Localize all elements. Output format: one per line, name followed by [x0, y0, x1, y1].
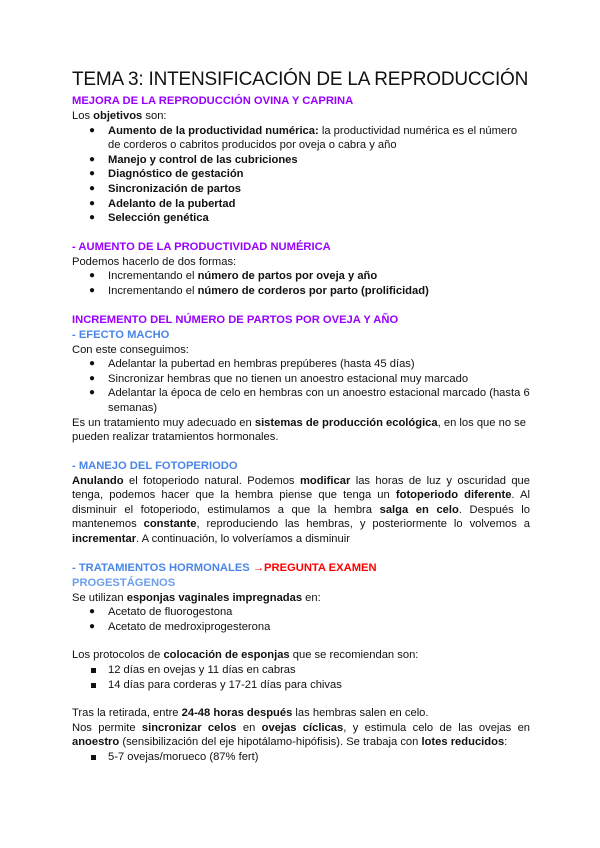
forms-list: [72, 269, 530, 298]
list-item: 14 días para corderas y 17-21 días para chivas: [72, 678, 530, 693]
bullet-dot-icon: ●: [89, 168, 96, 180]
bullet-dot-icon: ●: [89, 153, 96, 165]
acetato-list: [72, 605, 530, 634]
list-item: ● Selección genética: [89, 212, 209, 225]
subheading-fotoperiodo: - MANEJO DEL FOTOPERIODO: [72, 459, 238, 472]
subheading-efecto-macho: - EFECTO MACHO: [72, 328, 170, 341]
lotes-list: [72, 750, 530, 765]
list-item: ● Adelantar la pubertad en hembras prepúberes (hasta 45 días): [89, 358, 415, 371]
bullet-dot-icon: ●: [89, 358, 96, 370]
bullet-dot-icon: ●: [89, 606, 96, 618]
forms-intro: Podemos hacerlo de dos formas:: [72, 255, 237, 268]
list-item: ● Sincronizar hembras que no tienen un anoestro estacional muy marcado: [89, 372, 469, 385]
sincronizar-paragraph: Nos permite sincronizar celos en ovejas cíclicas, y estimula celo de las ovejas en anoestro (sensibilización del eje hipotálamo-hipófisis). Se trabaja con lotes reducidos:: [72, 721, 531, 749]
section-heading-productividad: - AUMENTO DE LA PRODUCTIVIDAD NUMÉRICA: [72, 240, 331, 253]
esponjas-intro: Se utilizan esponjas vaginales impregnadas en:: [72, 591, 321, 604]
list-item: ● Manejo y control de las cubriciones: [89, 153, 298, 166]
section-heading-incremento: INCREMENTO DEL NÚMERO DE PARTOS POR OVEJA Y AÑO: [72, 313, 399, 326]
list-item: ● Adelantar la época de celo en hembras con un anoestro estacional marcado (hasta 6 semanas): [89, 387, 530, 414]
list-item: 5-7 ovejas/morueco (87% fert): [72, 750, 530, 765]
list-item: ● Acetato de medroxiprogesterona: [89, 620, 271, 633]
list-item: ● Incrementando el número de corderos por parto (prolificidad): [89, 284, 429, 297]
bullet-dot-icon: ●: [89, 284, 96, 296]
bullet-square-icon: [91, 668, 96, 673]
list-item: ● Acetato de fluorogestona: [89, 606, 233, 619]
objectives-list: [72, 124, 530, 226]
exam-tag: PREGUNTA EXAMEN: [264, 561, 377, 574]
protocolos-list: [72, 663, 530, 692]
list-item: ● Diagnóstico de gestación: [89, 168, 244, 181]
bullet-dot-icon: ●: [89, 270, 96, 282]
page-title: TEMA 3: INTENSIFICACIÓN DE LA REPRODUCCIÓN: [72, 69, 529, 90]
efecto-list: [72, 357, 530, 415]
efecto-paragraph: Es un tratamiento muy adecuado en sistemas de producción ecológica, en los que no se pueden realizar tratamientos hormonales.: [72, 416, 526, 444]
subheading-tratamientos: - TRATAMIENTOS HORMONALES →PREGUNTA EXAMEN: [72, 561, 377, 574]
document-page: [72, 68, 530, 765]
bullet-dot-icon: ●: [89, 197, 96, 209]
objectives-intro: Los objetivos son:: [72, 110, 167, 122]
arrow-right-icon: →: [252, 561, 265, 574]
bullet-square-icon: [91, 755, 96, 760]
list-item: 12 días en ovejas y 11 días en cabras: [72, 663, 530, 678]
bullet-dot-icon: ●: [89, 387, 96, 399]
protocolos-intro: Los protocolos de colocación de esponjas que se recomiendan son:: [72, 649, 419, 662]
list-item: ● Incrementando el número de partos por oveja y año: [89, 270, 378, 283]
bullet-dot-icon: ●: [89, 372, 96, 384]
subheading-progestagenos: PROGESTÁGENOS: [72, 576, 176, 589]
list-item: ● Sincronización de partos: [89, 182, 242, 195]
bullet-dot-icon: ●: [89, 182, 96, 194]
bullet-dot-icon: ●: [89, 212, 96, 224]
bullet-square-icon: [91, 683, 96, 688]
bullet-dot-icon: ●: [89, 620, 96, 632]
fotoperiodo-paragraph: Anulando el fotoperiodo natural. Podemos modificar las horas de luz y oscuridad que tenga, podemos hacer que la hembra piense que tenga un fotoperiodo diferente. Al disminuir el fotoperiodo, estimulamos a que la hembra salga en celo. Después lo mantenemos constante, reproduciendo las hembras, y posteriormente lo volvemos a incrementar. A continuación, lo volveríamos a disminuir: [72, 474, 530, 546]
retirada-paragraph: Tras la retirada, entre 24-48 horas después las hembras salen en celo.: [72, 707, 429, 720]
efecto-intro: Con este conseguimos:: [72, 343, 189, 356]
bullet-dot-icon: ●: [89, 124, 96, 136]
list-item: ● Aumento de la productividad numérica: la productividad numérica es el número de corderos o cabritos producidos por oveja o cabra y año: [89, 124, 518, 152]
list-item: ● Adelanto de la pubertad: [89, 197, 236, 210]
section-heading-mejora: MEJORA DE LA REPRODUCCIÓN OVINA Y CAPRINA: [72, 95, 354, 107]
